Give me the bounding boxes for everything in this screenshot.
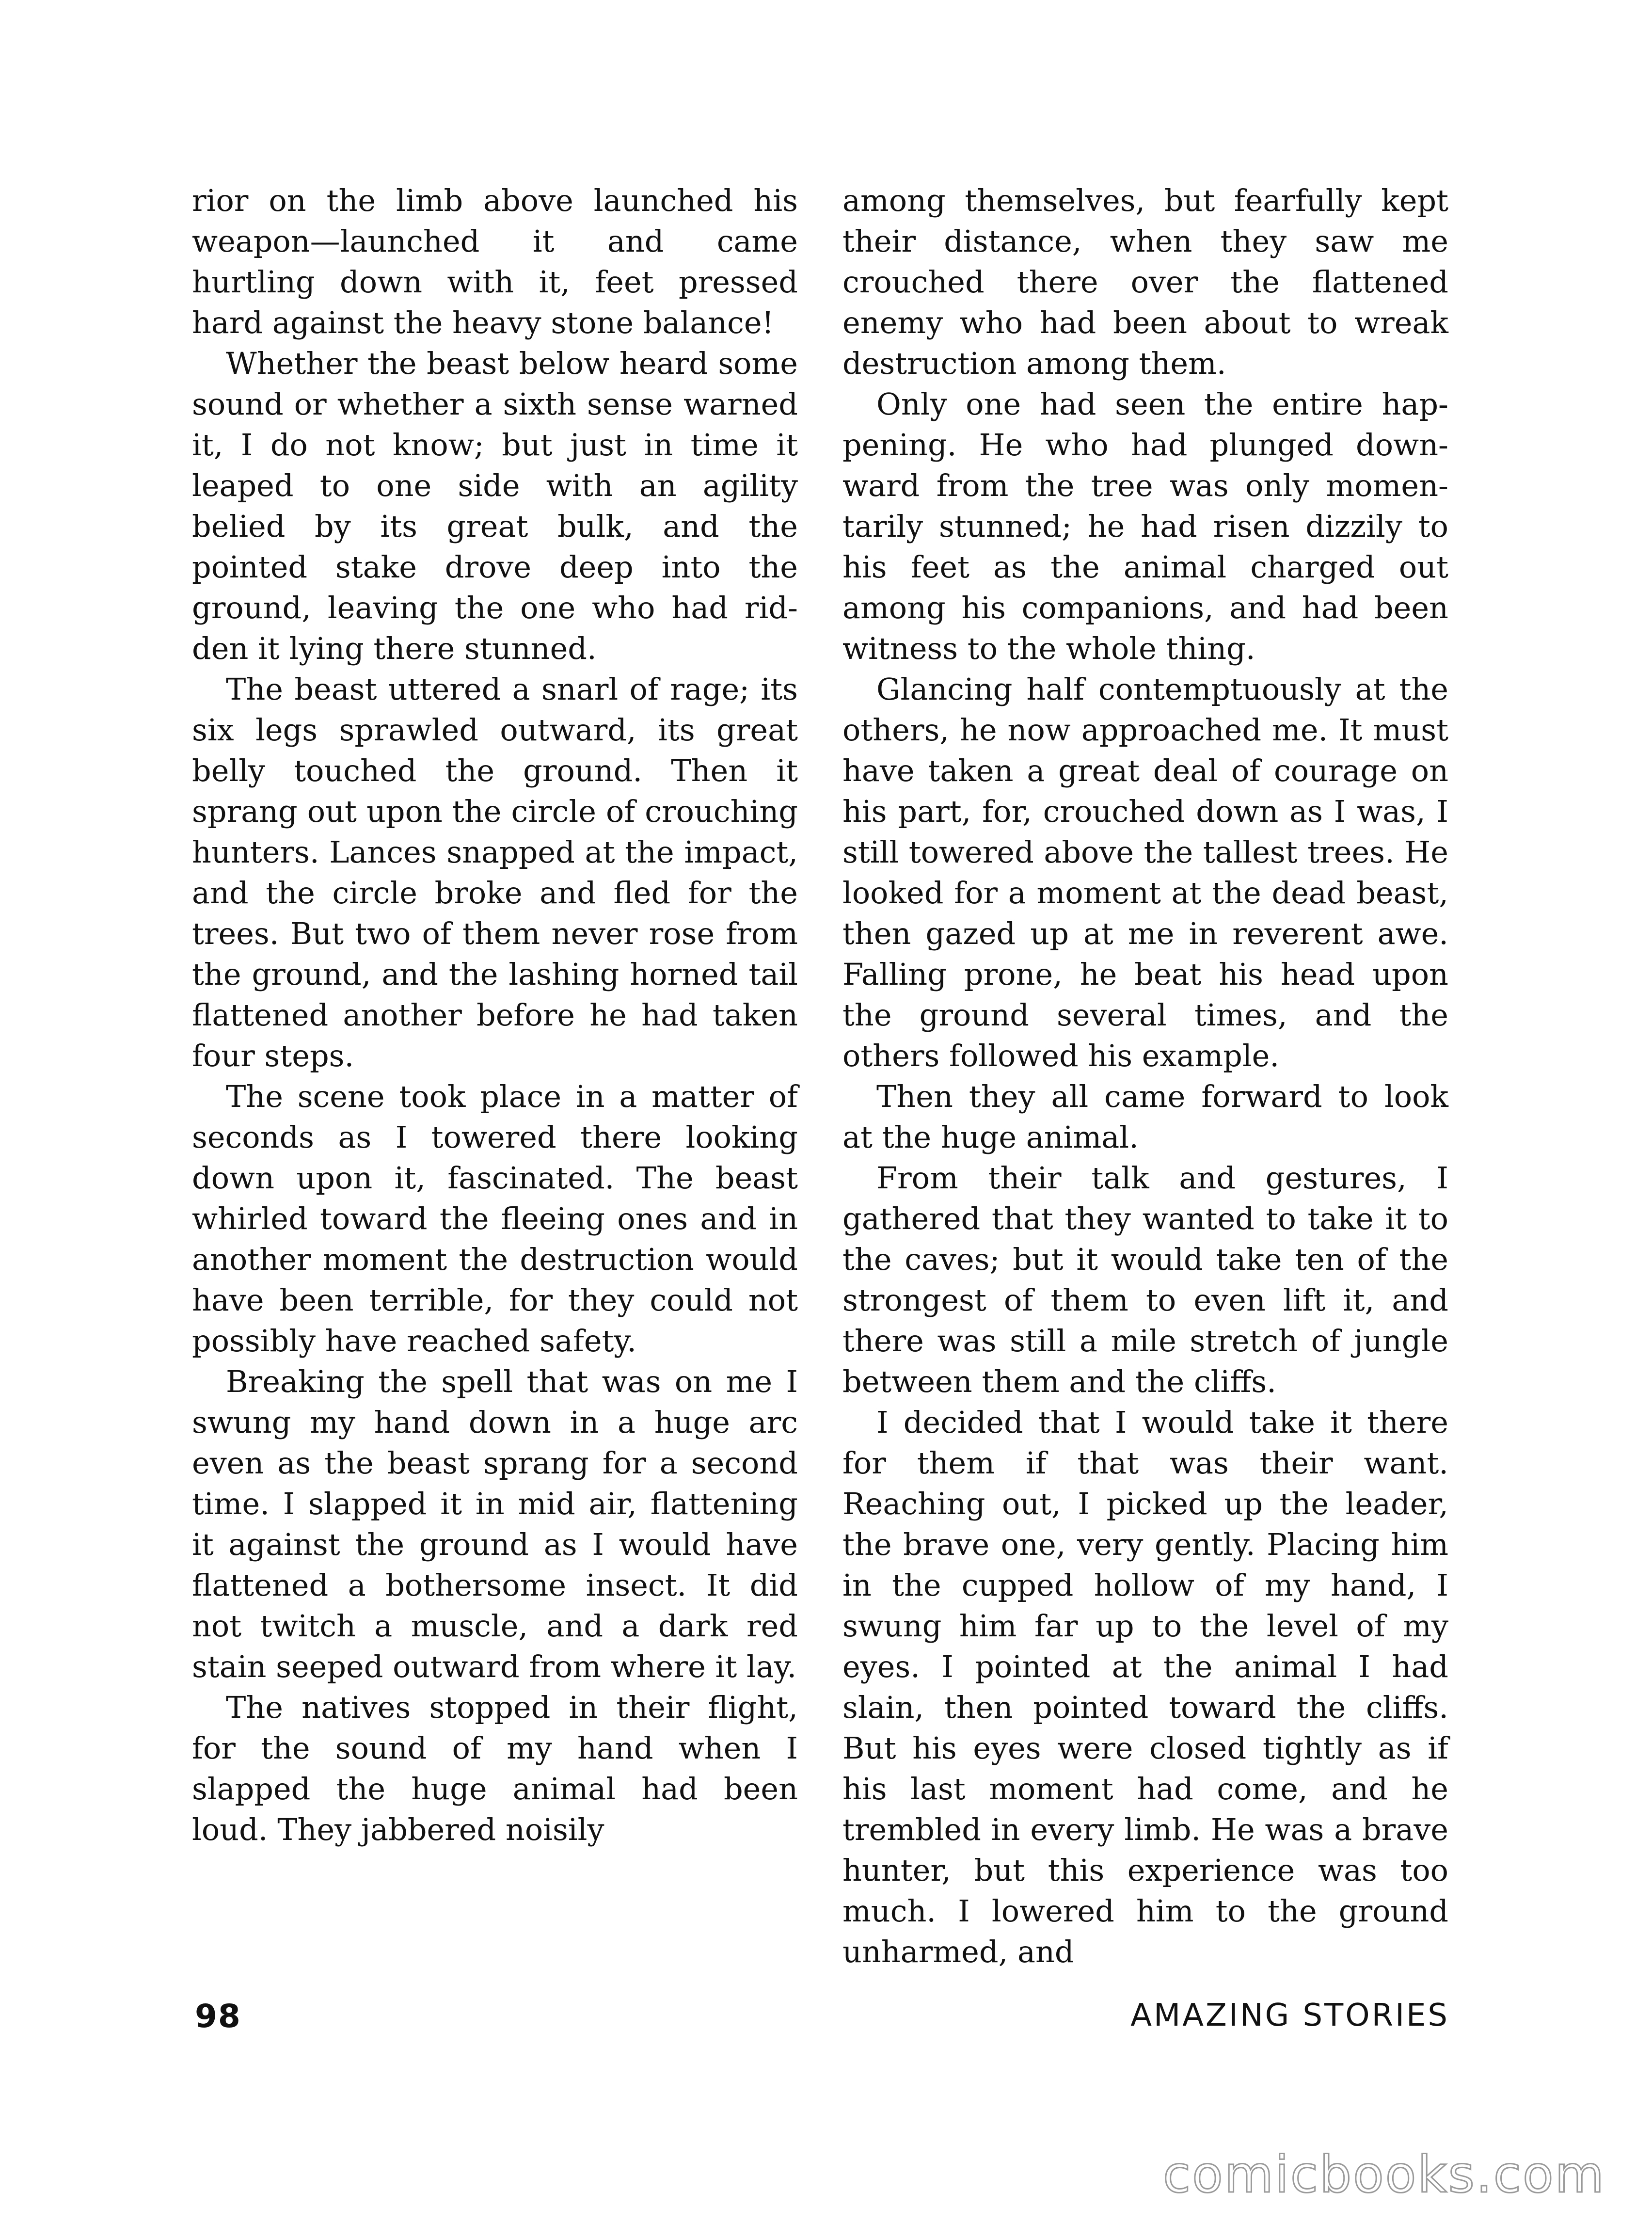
left-column — [192, 180, 798, 1850]
paragraph-left-6: The natives stopped in their flight, for the sound of my hand when I slapped the huge animal had been loud. They jabbered noisily — [192, 1690, 798, 1847]
paragraph-right-2: Only one had seen the entire happening. He who had plunged downward from the tree was only momentarily stunned; he had risen dizzily to his feet as the animal charged out among his companions, and had been witness to the whole thing. — [842, 386, 1448, 666]
paragraph-right-5: From their talk and gestures, I gathered that they wanted to take it to the caves; but it would take ten of the strongest of them to even lift it, and there was still a mile stretch of jungle between them and the cliffs. — [842, 1160, 1448, 1399]
watermark: comicbooks.com — [1162, 2145, 1605, 2204]
paragraph-right-1: among themselves, but fearfully kept their distance, when they saw me crouched there over the flattened enemy who had been about to wreak destruction among them. — [842, 183, 1448, 381]
paragraph-left-2: Whether the beast below heard some sound or whether a sixth sense warned it, I do not know; but just in time it leaped to one side with an agility belied by its great bulk, and the pointed stake drove deep into the ground, leaving the one who had ridden it lying there stunned. — [192, 346, 798, 666]
paragraph-right-6: I decided that I would take it there for them if that was their want. Reaching out, I picked up the leader, the brave one, very gently. Placing him in the cupped hollow of my hand, I swung him far up to the level of my eyes. I pointed at the animal I had slain, then pointed toward the cliffs. But his eyes were closed tightly as if his last moment had come, and he trembled in every limb. He was a brave hunter, but this experience was too much. I lowered him to the ground unharmed, and — [842, 1405, 1448, 1969]
page-number: 98 — [195, 1998, 241, 2035]
paragraph-left-1: rior on the limb above launched his weapon—launched it and came hurtling down with it, feet pressed hard against the heavy stone balance! — [192, 183, 798, 340]
paragraph-left-5: Breaking the spell that was on me I swung my hand down in a huge arc even as the beast sprang for a second time. I slapped it in mid air, flattening it against the ground as I would have flattened a bothersome insect. It did not twitch a muscle, and a dark red stain seeped outward from where it lay. — [192, 1364, 798, 1684]
paragraph-right-4: Then they all came forward to look at the huge animal. — [842, 1079, 1448, 1155]
paragraph-right-3: Glancing half contemptuously at the others, he now approached me. It must have taken a great deal of courage on his part, for, crouched down as I was, I still towered above the tallest trees. He looked for a moment at the dead beast, then gazed up at me in reverent awe. Falling prone, he beat his head upon the ground several times, and the others followed his example. — [842, 672, 1448, 1073]
paragraph-left-3: The beast uttered a snarl of rage; its six legs sprawled outward, its great belly touched the ground. Then it sprang out upon the circle of crouching hunters. Lances snapped at the impact, and the circle broke and fled for the trees. But two of them never rose from the ground, and the lashing horned tail flattened another before he had taken four steps. — [192, 672, 798, 1073]
magazine-title: AMAZING STORIES — [1130, 1998, 1449, 2033]
right-column — [842, 180, 1448, 1972]
paragraph-left-4: The scene took place in a matter of seconds as I towered there looking down upon it, fascinated. The beast whirled toward the fleeing ones and in another moment the destruction would have been terrible, for they could not possibly have reached safety. — [192, 1079, 798, 1359]
